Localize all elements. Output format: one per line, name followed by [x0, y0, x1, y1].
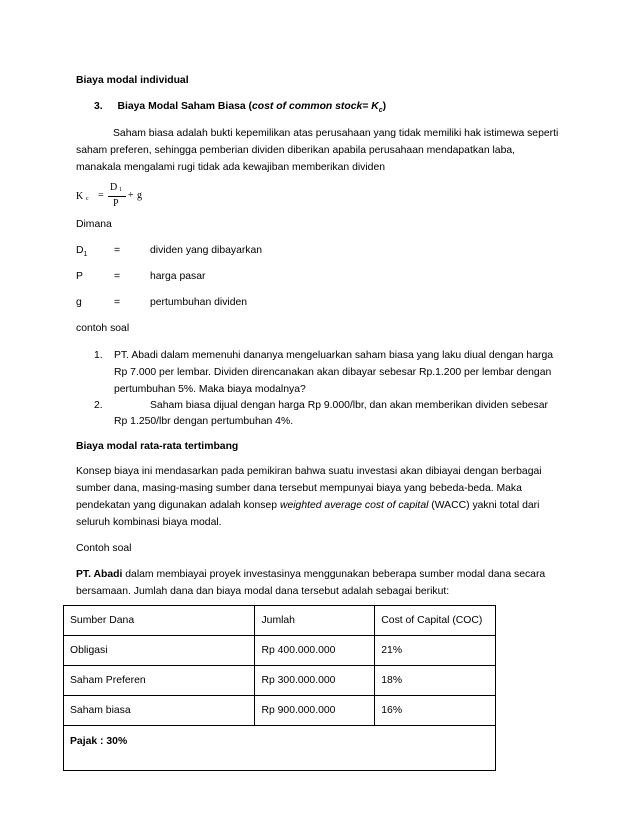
definition-symbol-sub: 1	[83, 251, 88, 259]
formula-fraction-bar	[108, 196, 126, 197]
table-cell: Saham biasa	[64, 696, 255, 726]
formula-equals: =	[98, 190, 104, 201]
para1-line1: Saham biasa adalah bukti kepemilikan atas perusahaan yang tidak memiliki hak istimewa seperti	[113, 128, 559, 139]
para3-line1	[76, 569, 545, 580]
table-cell: Saham Preferen	[64, 666, 255, 696]
item-3-title	[94, 101, 386, 114]
item-3-number: 3.	[94, 101, 103, 112]
heading-biaya-modal-individual: Biaya modal individual	[76, 75, 189, 86]
table-cell: Rp 900.000.000	[255, 696, 375, 726]
definition-equals: =	[114, 297, 121, 308]
para3-company: PT. Abadi	[76, 569, 123, 580]
item-3-title-sub: c	[378, 107, 383, 115]
definition-equals: =	[114, 271, 121, 282]
example-1-line3: pertumbuhan 5%. Maka biaya modalnya?	[114, 384, 306, 395]
table-row	[64, 666, 496, 696]
table-cell: 18%	[375, 666, 496, 696]
dimana-label: Dimana	[76, 219, 112, 230]
table-header-cell: Cost of Capital (COC)	[375, 606, 496, 636]
table-cell: 21%	[375, 636, 496, 666]
para2-line4: seluruh kombinasi biaya modal.	[76, 517, 222, 528]
table-header-cell: Sumber Dana	[64, 606, 255, 636]
para2-line3-italic: weighted average cost of capital	[279, 500, 429, 511]
definition-row	[76, 245, 87, 258]
example-number: 2.	[94, 400, 103, 411]
para3-line2: bersamaan. Jumlah dana dan biaya modal dana tersebut adalah sebagai berikut:	[76, 586, 450, 597]
table-footer-row	[64, 726, 496, 771]
heading-biaya-modal-rata-rata: Biaya modal rata-rata tertimbang	[76, 441, 239, 452]
example-1-line1: PT. Abadi dalam memenuhi dananya mengeluarkan saham biasa yang laku diual dengan harga	[114, 350, 554, 361]
table-cell: 16%	[375, 696, 496, 726]
table-footer-cell: Pajak : 30%	[64, 726, 496, 771]
definition-symbol: D	[76, 245, 84, 256]
formula-plus: +	[128, 190, 134, 201]
example-1-line2: Rp 7.000 per lembar. Dividen direncanakan akan dibayar sebesar Rp.1.200 per lembar dengan	[114, 367, 552, 378]
definition-desc: dividen yang dibayarkan	[150, 245, 263, 256]
definition-symbol: g	[76, 297, 82, 308]
para2-line3-suffix: (WACC) yakni total dari	[428, 500, 540, 511]
definition-desc: pertumbuhan dividen	[150, 297, 248, 308]
formula-lhs: K	[76, 191, 84, 202]
formula-g: g	[137, 190, 142, 201]
para2-line3	[76, 500, 539, 511]
para2-line1: Konsep biaya ini mendasarkan pada pemikiran bahwa suatu investasi akan dibiayai dengan berbagai	[76, 466, 542, 477]
definition-desc: harga pasar	[150, 271, 206, 282]
contoh-soal-label: contoh soal	[76, 323, 130, 334]
example-number: 1.	[94, 350, 103, 361]
para3-line1-rest: dalam membiayai proyek investasinya menggunakan beberapa sumber modal dana secara	[122, 569, 546, 580]
table-row	[64, 636, 496, 666]
definition-symbol: P	[76, 271, 83, 282]
formula-lhs-sub: c	[86, 196, 89, 202]
item-3-title-prefix: Biaya Modal Saham Biasa (	[117, 101, 253, 112]
example-2-line2: Rp 1.250/lbr dengan pertumbuhan 4%.	[114, 416, 294, 427]
para2-line2: sumber dana, masing-masing sumber dana tersebut mempunyai biaya yang bebeda-beda. Maka	[76, 483, 522, 494]
para1-line2: saham preferen, sehingga pemberian dividen diberikan apabila perusahaan mendapatkan laba,	[76, 145, 516, 156]
example-2-line1: Saham biasa dijual dengan harga Rp 9.000/lbr, dan akan memberikan dividen sebesar	[150, 400, 548, 411]
formula-denominator: P	[113, 198, 119, 209]
table-cell: Obligasi	[64, 636, 255, 666]
item-3-title-eq: = K	[362, 101, 379, 112]
table-cell: Rp 300.000.000	[255, 666, 375, 696]
item-3-title-suffix: )	[382, 101, 387, 112]
table-cell: Rp 400.000.000	[255, 636, 375, 666]
definition-equals: =	[114, 245, 121, 256]
formula-numerator-sub: 1	[119, 187, 122, 193]
table-header-row	[64, 606, 496, 636]
formula-numerator: D	[110, 182, 118, 193]
formula-cost-of-equity	[76, 184, 176, 214]
item-3-title-italic: cost of common stock	[252, 101, 363, 112]
para1-line3: manakala mengalami rugi tidak ada kewajiban memberikan dividen	[76, 162, 385, 173]
contoh-soal-label: Contoh soal	[76, 543, 132, 554]
table-row	[64, 696, 496, 726]
funding-sources-table	[63, 605, 496, 771]
para2-line3-prefix: pendekatan yang digunakan adalah konsep	[76, 500, 280, 511]
table-header-cell: Jumlah	[255, 606, 375, 636]
